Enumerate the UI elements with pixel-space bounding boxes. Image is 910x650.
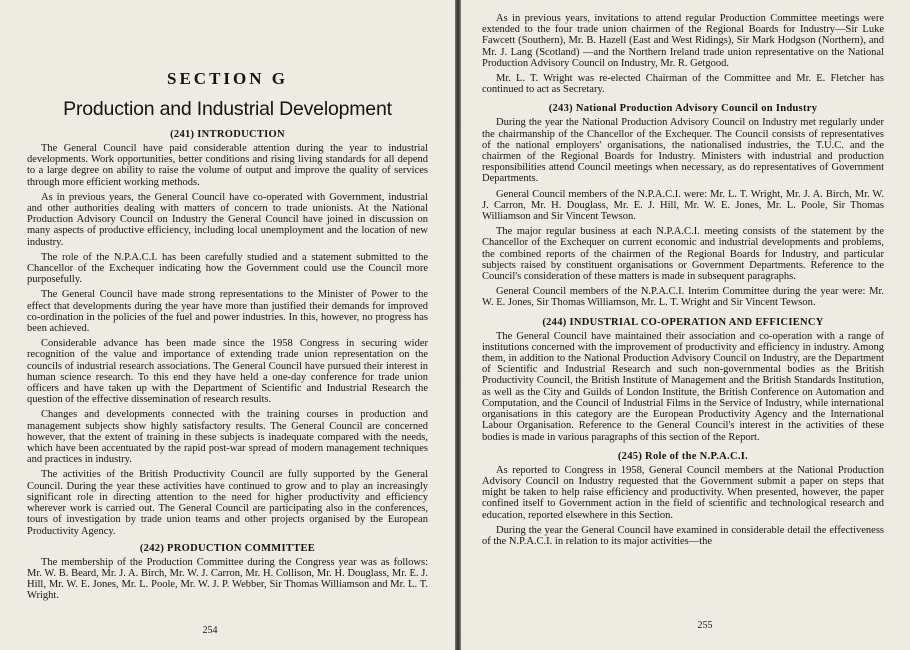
left-paragraph: The activities of the British Productivity Council are fully supported by the General Council. During the year these activities have continued to grow and to play an increasingly significant role in directing attention to the need for higher productivity and efficiency wherever work is carried out. The General Council are participating also in the conferences, tours of investigation by trade union teams and other projects organised by the European Productivity Agency.	[27, 469, 428, 537]
heading-243: (243) National Production Advisory Council on Industry	[548, 103, 818, 115]
heading-244: (244) INDUSTRIAL CO-OPERATION AND EFFICIENCY	[542, 316, 824, 328]
right-paragraph: The major regular business at each N.P.A.C.I. meeting consists of the statement by the Chancellor of the Exchequer on current economic and industrial developments and problems, the combined reports of the chairmen of the Regional Boards for Industry, and particular subjects raised by constituent organisations or Government Departments. Reference to the Council's consideration of these matters is made in subsequent paragraphs.	[482, 226, 884, 283]
page-number-left: 254	[202, 625, 218, 636]
left-paragraph: The General Council have made strong representations to the Minister of Power to the effect that developments during the year have more than justified their demands for improved co-ordination in the policies of the fuel and power industries. In this, however, no progress has been achieved.	[27, 289, 428, 335]
right-paragraph: During the year the National Production Advisory Council on Industry met regularly under the chairmanship of the Chancellor of the Exchequer. The Council consists of representatives of the national employers' organisations, the nationalised industries, the T.U.C. and the chairmen of the Regional Boards for Industry. Ministers with industrial and production responsibilities attend Council meetings when necessary, as do representatives of Government Departments.	[482, 117, 884, 185]
right-paragraph: As reported to Congress in 1958, General Council members at the National Production Advisory Council on Industry requested that the Government submit a paper on steps that might be taken to help raise efficiency and productivity. When presented, however, the paper confined itself to Government action in the field of scientific and technological research and education, reported elsewhere in this Section.	[482, 464, 884, 521]
left-paragraph: Considerable advance has been made since the 1958 Congress in securing wider recognition of the value and importance of extending trade union representation on the councils of industrial research associations. The General Council have pursued their interest in human science research. To this end they have held a one-day conference for trade union officers and have taken up with the Department of Scientific and Industrial Research the question of the effective dissemination of research results.	[27, 338, 428, 406]
right-paragraph: General Council members of the N.P.A.C.I. Interim Committee during the year were: Mr. W. E. Jones, Sir Thomas Williamson, Mr. L. T. Wright and Sir Vincent Tewson.	[482, 286, 884, 309]
heading-242: (242) PRODUCTION COMMITTEE	[139, 542, 316, 554]
right-paragraph: The General Council have maintained their association and co-operation with a range of institutions concerned with the improvement of productivity and efficiency in industry. Among them, in addition to the National Production Advisory Council on Industry, are the Department of Scientific and Industrial Research and such non-governmental bodies as the British Productivity Council, the British Institute of Management and the British Standards Institution, as well as the City and Guilds of London Institute, the British Conference on Automation and Computation, and the Council of Industrial Films in the Service of Industry, while international organisations in this category are the European Productivity Agency and the International Labour Organisation. Reference to the General Council's interest in the activities of these bodies is made in various paragraphs of this section of the Report.	[482, 330, 884, 443]
section-heading: SECTION G	[167, 69, 288, 88]
right-paragraph: Mr. L. T. Wright was re-elected Chairman of the Committee and Mr. E. Fletcher has continued to act as Secretary.	[482, 73, 884, 96]
left-paragraph: The role of the N.P.A.C.I. has been carefully studied and a statement submitted to the Chancellor of the Exchequer indicating how the Government could use the Council more purposefully.	[27, 251, 428, 286]
left-paragraph: The membership of the Production Committee during the Congress year was as follows: Mr. W. B. Beard, Mr. J. A. Birch, Mr. W. J. Carron, Mr. H. Collison, Mr. H. Douglass, Mr. E. J. Hill, Mr. W. E. Jones, Mr. L. Poole, Mr. W. J. P. Webber, Sir Thomas Williamson and Mr. L. T. Wright.	[27, 556, 428, 602]
right-paragraph: As in previous years, invitations to attend regular Production Committee meetings were extended to the four trade union chairmen of the Regional Boards for Industry—Sir Luke Fawcett (Southern), Mr. B. Hazell (East and West Ridings), Sir Mark Hodgson (Northern), and Mr. J. Lang (Scotland) —and the Northern Ireland trade union representative on the National Production Advisory Council on Industry, Mr. R. Getgood.	[482, 13, 884, 69]
page-title: Production and Industrial Development	[63, 98, 392, 120]
heading-245: (245) Role of the N.P.A.C.I.	[617, 450, 749, 462]
page-number-right: 255	[697, 620, 713, 631]
right-paragraph: General Council members of the N.P.A.C.I. were: Mr. L. T. Wright, Mr. J. A. Birch, Mr. W. J. Carron, Mr. H. Douglass, Mr. E. J. Hill, Mr. W. E. Jones, Mr. L. Poole, Sir Thomas Williamson and Sir Vincent Tewson.	[482, 188, 884, 223]
left-paragraph: As in previous years, the General Council have co-operated with Government, industrial and other authorities dealing with matters of concern to trade unionists. At the National Production Advisory Council on Industry the General Council have joined in discussion on many aspects of productive efficiency, including local unemployment and the location of new industry.	[27, 191, 428, 248]
left-paragraph: Changes and developments connected with the training courses in production and management subjects show highly satisfactory results. The General Council are concerned however, that the extent of training in these subjects is inadequate compared with the needs, which have been accentuated by the rapid post-war spread of modern management techniques and practices in industry.	[27, 409, 428, 466]
heading-241: (241) INTRODUCTION	[170, 129, 285, 140]
right-paragraph: During the year the General Council have examined in considerable detail the effectiveness of the N.P.A.C.I. in relation to its major activities—the	[482, 524, 884, 547]
left-paragraph: The General Council have paid considerable attention during the year to industrial developments. Work opportunities, better conditions and rising living standards for all depend to a large degree on ability to raise the volume of output and improve the quality of services through more efficient working methods.	[27, 143, 428, 188]
right-page	[461, 0, 910, 650]
